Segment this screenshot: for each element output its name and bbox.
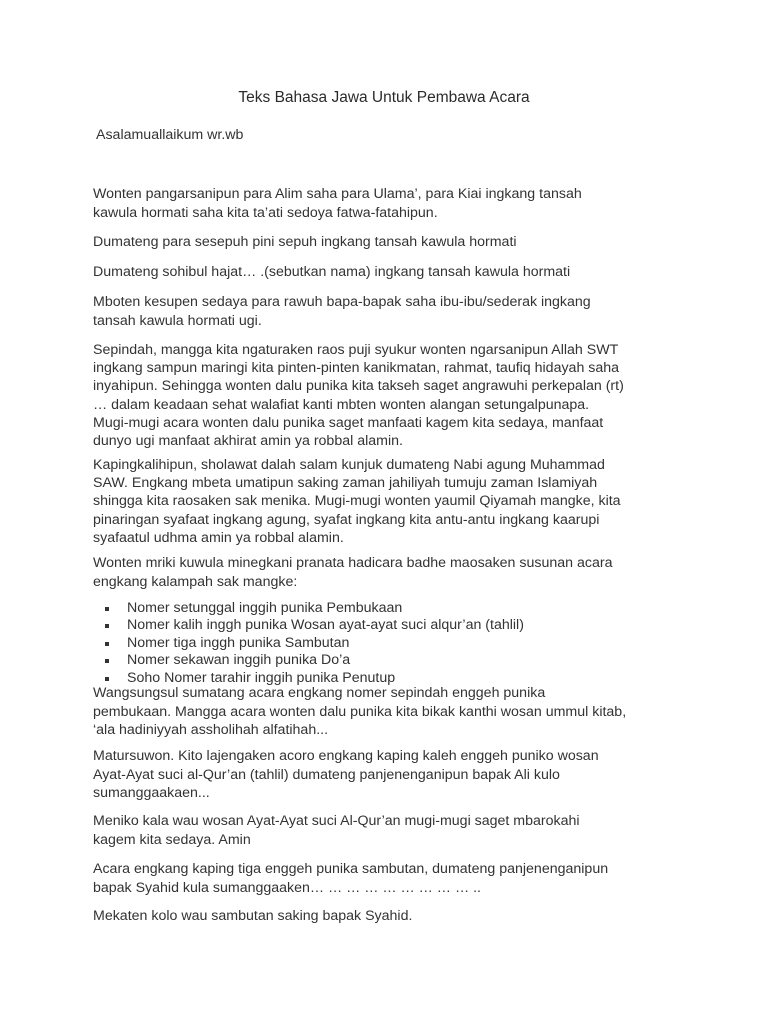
paragraph-11 bbox=[93, 860, 693, 897]
agenda-item bbox=[93, 635, 524, 652]
paragraph-line: bapak Syahid kula sumanggaaken… … … … … … … … … .. bbox=[93, 879, 481, 896]
paragraph-line: sumanggaakaen... bbox=[93, 785, 210, 801]
paragraph-12 bbox=[93, 907, 693, 926]
paragraph-line: Dumateng para sesepuh pini sepuh ingkang tansah kawula hormati bbox=[93, 234, 517, 250]
bullet-icon bbox=[105, 677, 109, 681]
agenda-item bbox=[93, 600, 524, 617]
paragraph-line: Matursuwon. Kito lajengaken acoro engkang kaping kaleh enggeh puniko wosan bbox=[93, 748, 599, 764]
paragraph-line: Wonten pangarsanipun para Alim saha para Ulama’, para Kiai ingkang tansah bbox=[93, 186, 582, 202]
paragraph-line: Kapingkalihipun, sholawat dalah salam kunjuk dumateng Nabi agung Muhammad bbox=[93, 457, 605, 473]
paragraph-line: Mugi-mugi acara wonten dalu punika saget manfaati kagem kita sedaya, manfaat bbox=[93, 414, 604, 431]
bullet-icon bbox=[105, 607, 109, 611]
paragraph-line: Mekaten kolo wau sambutan saking bapak Syahid. bbox=[93, 908, 413, 924]
bullet-icon bbox=[105, 659, 109, 663]
agenda-item-label: Nomer setunggal inggih punika Pembukaan bbox=[127, 600, 403, 616]
paragraph-line: tansah kawula hormati ugi. bbox=[93, 312, 262, 329]
paragraph-8 bbox=[93, 684, 693, 740]
paragraph-line: ingkang sampun maringi kita pinten-pinten kanikmatan, rahmat, taufiq hidayah saha bbox=[93, 360, 620, 377]
paragraph-line: Acara engkang kaping tiga enggeh punika sambutan, dumateng panjenenganipun bbox=[93, 861, 609, 877]
agenda-item-label: Nomer tiga inggh punika Sambutan bbox=[127, 634, 350, 651]
paragraph-line: pembukaan. Mangga acara wonten dalu punika kita bikak kanthi wosan ummul kitab, bbox=[93, 703, 627, 720]
paragraph-line: kawula hormati saha kita ta’ati sedoya fatwa-fatahipun. bbox=[93, 204, 438, 221]
paragraph-line: pinaringan syafaat ingkang agung, syafat ingkang kita antu-antu ingkang kaarupi bbox=[93, 511, 600, 528]
document-title: Teks Bahasa Jawa Untuk Pembawa Acara bbox=[238, 89, 530, 106]
paragraph-line: Sepindah, mangga kita ngaturaken raos puji syukur wonten ngarsanipun Allah SWT bbox=[93, 342, 619, 358]
paragraph-10 bbox=[93, 812, 693, 849]
agenda-item bbox=[93, 617, 524, 634]
paragraph-line: syafaatul udhma amin ya robbal alamin. bbox=[93, 529, 344, 546]
paragraph-7 bbox=[93, 554, 693, 591]
paragraph-6 bbox=[93, 456, 693, 547]
paragraph-1 bbox=[93, 185, 693, 222]
paragraph-line: dunyo ugi manfaat akhirat amin ya robbal alamin. bbox=[93, 433, 403, 450]
paragraph-line: kagem kita sedaya. Amin bbox=[93, 831, 251, 848]
paragraph-line: shingga kita raosaken sak menika. Mugi-mugi wonten yaumil Qiyamah mangke, kita bbox=[93, 493, 621, 510]
agenda-item bbox=[93, 652, 524, 669]
paragraph-4 bbox=[93, 293, 693, 330]
paragraph-line: Ayat-Ayat suci al-Qur’an (tahlil) dumateng panjenenganipun bapak Ali kulo bbox=[93, 766, 560, 783]
paragraph-line: Mboten kesupen sedaya para rawuh bapa-bapak saha ibu-ibu/sederak ingkang bbox=[93, 294, 591, 310]
paragraph-line: ‘ala hadiniyyah assholihah alfatihah... bbox=[93, 722, 329, 738]
paragraph-line: … dalam keadaan sehat walafiat kanti mbten wonten alangan setungalpunapa. bbox=[93, 396, 590, 413]
paragraph-5 bbox=[93, 341, 693, 450]
paragraph-line: Wangsungsul sumatang acara engkang nomer sepindah enggeh punika bbox=[93, 685, 546, 701]
agenda-list bbox=[93, 600, 524, 687]
agenda-item-label: Soho Nomer tarahir inggih punika Penutup bbox=[127, 669, 396, 686]
paragraph-line: inyahipun. Sehingga wonten dalu punika kita takseh saget angrawuhi perkepalan (rt) bbox=[93, 378, 624, 395]
paragraph-3 bbox=[93, 263, 693, 282]
bullet-icon bbox=[105, 624, 109, 628]
paragraph-line: SAW. Engkang mbeta umatipun saking zaman jahiliyah tumuju zaman Islamiyah bbox=[93, 475, 598, 492]
paragraph-line: Dumateng sohibul hajat… .(sebutkan nama) ingkang tansah kawula hormati bbox=[93, 264, 571, 280]
greeting: Asalamuallaikum wr.wb bbox=[96, 127, 244, 143]
paragraph-2 bbox=[93, 233, 693, 252]
agenda-item-label: Nomer sekawan inggih punika Do’a bbox=[127, 652, 351, 669]
paragraph-9 bbox=[93, 747, 693, 803]
paragraph-line: engkang kalampah sak mangke: bbox=[93, 573, 298, 590]
bullet-icon bbox=[105, 642, 109, 646]
paragraph-line: Wonten mriki kuwula minegkani pranata hadicara badhe maosaken susunan acara bbox=[93, 555, 613, 571]
paragraph-line: Meniko kala wau wosan Ayat-Ayat suci Al-Qur’an mugi-mugi saget mbarokahi bbox=[93, 813, 580, 829]
agenda-item-label: Nomer kalih inggh punika Wosan ayat-ayat suci alqur’an (tahlil) bbox=[127, 617, 524, 634]
